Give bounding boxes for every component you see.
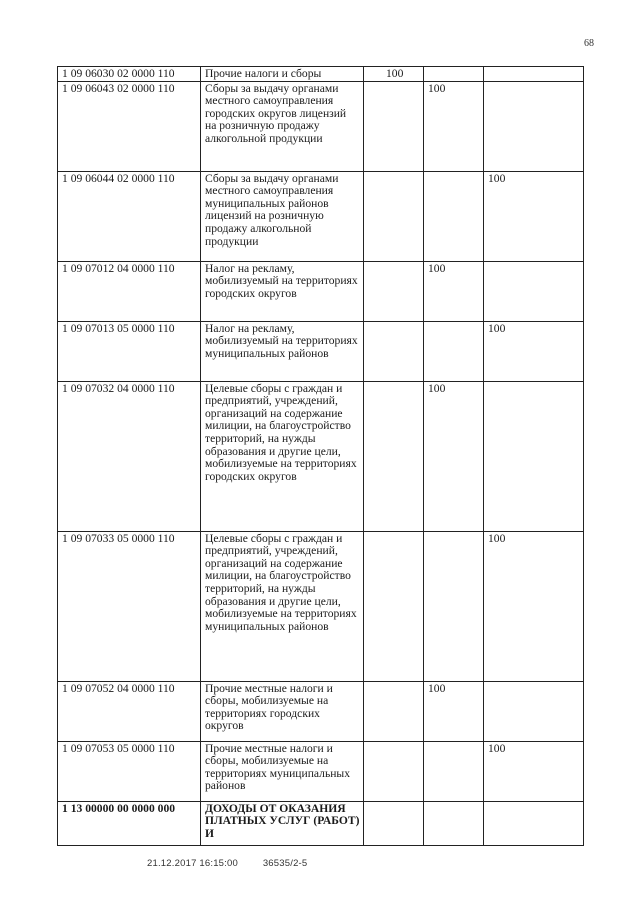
table-row: [58, 321, 584, 381]
row-value-a: [364, 381, 424, 531]
row-value-c: [484, 681, 584, 741]
table-row: [58, 81, 584, 171]
row-code: 1 09 06030 02 0000 110: [58, 67, 201, 82]
row-value-c: 100: [484, 741, 584, 801]
row-name: Налог на рекламу, мобилизуемый на территориях городских округов: [201, 261, 364, 321]
document-footer: [147, 858, 329, 869]
row-value-b: [424, 321, 484, 381]
table-row-section: [58, 801, 584, 845]
row-value-c: [484, 261, 584, 321]
table-row: [58, 261, 584, 321]
row-value-b: [424, 531, 484, 681]
row-value-a: [364, 81, 424, 171]
row-name: Налог на рекламу, мобилизуемый на территориях муниципальных районов: [201, 321, 364, 381]
row-code: 1 09 06043 02 0000 110: [58, 81, 201, 171]
row-value-a: [364, 321, 424, 381]
table-row: [58, 531, 584, 681]
table-row: [58, 381, 584, 531]
table-row: [58, 681, 584, 741]
row-value-b: 100: [424, 681, 484, 741]
row-name: Прочие местные налоги и сборы, мобилизуемые на территориях муниципальных районов: [201, 741, 364, 801]
table-row: [58, 67, 584, 82]
row-value-b: 100: [424, 81, 484, 171]
row-code: 1 13 00000 00 0000 000: [58, 801, 201, 845]
row-code: 1 09 07052 04 0000 110: [58, 681, 201, 741]
row-value-c: 100: [484, 531, 584, 681]
row-name: Целевые сборы с граждан и предприятий, учреждений, организаций на содержание милиции, на благоустройство территорий, на нужды образования и другие цели, мобилизуемые на территориях муниципальных районов: [201, 531, 364, 681]
table-row: [58, 741, 584, 801]
row-value-a: [364, 741, 424, 801]
row-code: 1 09 07033 05 0000 110: [58, 531, 201, 681]
row-name: Прочие местные налоги и сборы, мобилизуемые на территориях городских округов: [201, 681, 364, 741]
row-value-a: [364, 681, 424, 741]
row-code: 1 09 07013 05 0000 110: [58, 321, 201, 381]
row-value-c: [484, 801, 584, 845]
row-value-a: [364, 261, 424, 321]
row-value-a: 100: [364, 67, 424, 82]
row-name: Прочие налоги и сборы: [201, 67, 364, 82]
row-code: 1 09 07012 04 0000 110: [58, 261, 201, 321]
row-value-b: [424, 741, 484, 801]
row-value-c: [484, 381, 584, 531]
row-value-c: 100: [484, 321, 584, 381]
row-value-c: [484, 81, 584, 171]
row-value-c: 100: [484, 171, 584, 261]
row-value-a: [364, 171, 424, 261]
page-number: 68: [584, 38, 594, 49]
row-value-b: [424, 171, 484, 261]
footer-doc-id: 36535/2-5: [262, 858, 308, 869]
row-value-a: [364, 801, 424, 845]
footer-timestamp: 21.12.2017 16:15:00: [147, 858, 238, 869]
row-value-b: 100: [424, 381, 484, 531]
row-value-c: [484, 67, 584, 82]
row-value-b: [424, 67, 484, 82]
row-value-b: [424, 801, 484, 845]
row-value-a: [364, 531, 424, 681]
row-value-b: 100: [424, 261, 484, 321]
row-name: ДОХОДЫ ОТ ОКАЗАНИЯ ПЛАТНЫХ УСЛУГ (РАБОТ) И: [201, 801, 364, 845]
row-name: Сборы за выдачу органами местного самоуправления городских округов лицензий на розничную продажу алкогольной продукции: [201, 81, 364, 171]
row-code: 1 09 07032 04 0000 110: [58, 381, 201, 531]
row-code: 1 09 07053 05 0000 110: [58, 741, 201, 801]
row-name: Сборы за выдачу органами местного самоуправления муниципальных районов лицензий на розничную продажу алкогольной продукции: [201, 171, 364, 261]
row-code: 1 09 06044 02 0000 110: [58, 171, 201, 261]
revenue-table: [57, 66, 584, 846]
row-name: Целевые сборы с граждан и предприятий, учреждений, организаций на содержание милиции, на благоустройство территорий, на нужды образования и другие цели, мобилизуемые на территориях городских округов: [201, 381, 364, 531]
table-row: [58, 171, 584, 261]
